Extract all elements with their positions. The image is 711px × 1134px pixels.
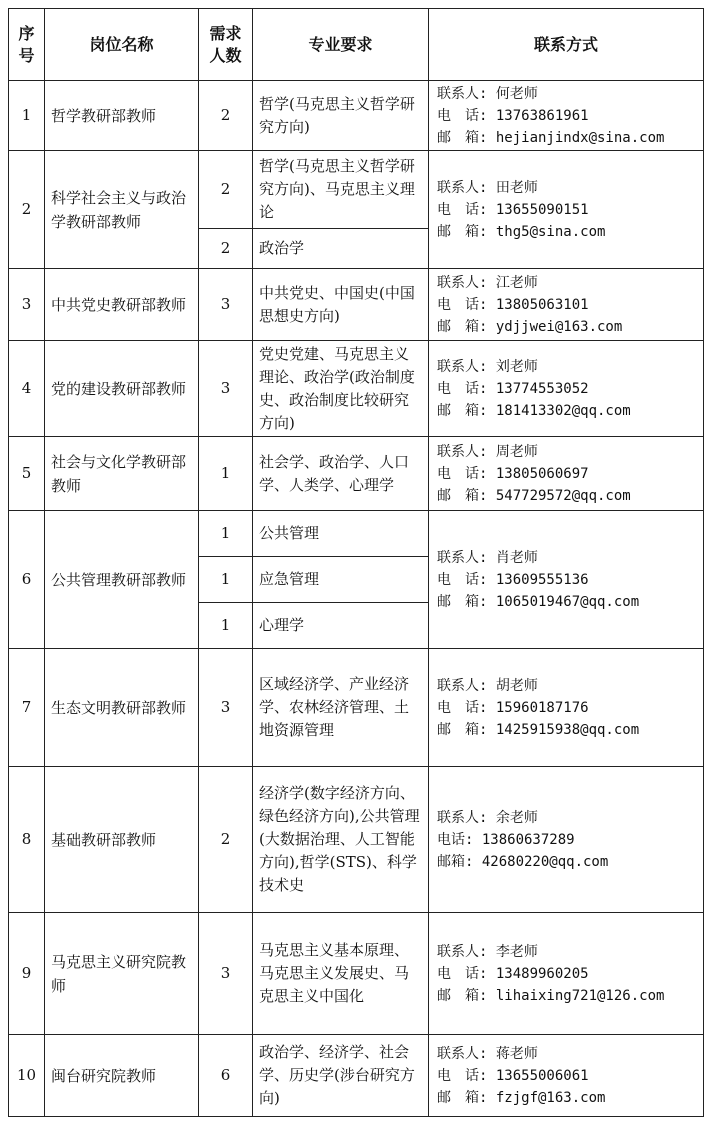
required-count: 1 bbox=[199, 511, 253, 557]
contact-phone: 电 话: 13805060697 bbox=[437, 465, 589, 482]
major-requirement: 心理学 bbox=[253, 603, 429, 649]
required-count: 2 bbox=[199, 151, 253, 229]
position-name: 科学社会主义与政治学教研部教师 bbox=[45, 151, 199, 269]
position-name: 公共管理教研部教师 bbox=[45, 511, 199, 649]
contact-person: 联系人: 何老师 bbox=[437, 85, 538, 102]
table-row bbox=[9, 269, 704, 341]
header-row bbox=[9, 9, 704, 81]
table-row bbox=[9, 649, 704, 767]
required-count: 2 bbox=[199, 81, 253, 151]
row-number: 1 bbox=[9, 81, 45, 151]
table-row bbox=[9, 913, 704, 1035]
header-major: 专业要求 bbox=[253, 9, 429, 81]
contact-info bbox=[429, 511, 704, 649]
contact-info bbox=[429, 341, 704, 437]
contact-person: 联系人: 周老师 bbox=[437, 443, 538, 460]
row-number: 2 bbox=[9, 151, 45, 269]
position-name: 马克思主义研究院教师 bbox=[45, 913, 199, 1035]
row-number: 10 bbox=[9, 1035, 45, 1117]
position-name: 闽台研究院教师 bbox=[45, 1035, 199, 1117]
row-number: 3 bbox=[9, 269, 45, 341]
required-count: 2 bbox=[199, 229, 253, 269]
table-row bbox=[9, 437, 704, 511]
contact-person: 联系人: 田老师 bbox=[437, 179, 538, 196]
header-count: 需求人数 bbox=[199, 9, 253, 81]
contact-info bbox=[429, 437, 704, 511]
header-contact: 联系方式 bbox=[429, 9, 704, 81]
required-count: 1 bbox=[199, 603, 253, 649]
contact-email[interactable]: 邮 箱: 547729572@qq.com bbox=[437, 487, 631, 504]
position-name: 哲学教研部教师 bbox=[45, 81, 199, 151]
contact-person: 联系人: 肖老师 bbox=[437, 549, 538, 566]
required-count: 3 bbox=[199, 913, 253, 1035]
contact-person: 联系人: 胡老师 bbox=[437, 677, 538, 694]
table-row bbox=[9, 341, 704, 437]
row-number: 6 bbox=[9, 511, 45, 649]
table-row bbox=[9, 1035, 704, 1117]
contact-info bbox=[429, 1035, 704, 1117]
contact-phone: 电话: 13860637289 bbox=[437, 831, 575, 848]
row-number: 4 bbox=[9, 341, 45, 437]
contact-phone: 电 话: 13655006061 bbox=[437, 1067, 589, 1084]
required-count: 3 bbox=[199, 341, 253, 437]
contact-info bbox=[429, 649, 704, 767]
contact-email[interactable]: 邮 箱: fzjgf@163.com bbox=[437, 1089, 606, 1106]
contact-email[interactable]: 邮 箱: hejianjindx@sina.com bbox=[437, 129, 665, 146]
major-requirement: 应急管理 bbox=[253, 557, 429, 603]
major-requirement: 中共党史、中国史(中国思想史方向) bbox=[253, 269, 429, 341]
required-count: 3 bbox=[199, 269, 253, 341]
contact-info bbox=[429, 913, 704, 1035]
major-requirement: 哲学(马克思主义哲学研究方向)、马克思主义理论 bbox=[253, 151, 429, 229]
position-name: 党的建设教研部教师 bbox=[45, 341, 199, 437]
major-requirement: 党史党建、马克思主义理论、政治学(政治制度史、政治制度比较研究方向) bbox=[253, 341, 429, 437]
row-number: 9 bbox=[9, 913, 45, 1035]
contact-email[interactable]: 邮 箱: 1425915938@qq.com bbox=[437, 721, 640, 738]
major-requirement: 区域经济学、产业经济学、农林经济管理、土地资源管理 bbox=[253, 649, 429, 767]
contact-email[interactable]: 邮 箱: 1065019467@qq.com bbox=[437, 593, 640, 610]
contact-person: 联系人: 蒋老师 bbox=[437, 1045, 538, 1062]
required-count: 6 bbox=[199, 1035, 253, 1117]
position-name: 生态文明教研部教师 bbox=[45, 649, 199, 767]
contact-phone: 电 话: 13489960205 bbox=[437, 965, 589, 982]
contact-person: 联系人: 江老师 bbox=[437, 274, 538, 291]
table-body bbox=[9, 81, 704, 1117]
contact-phone: 电 话: 13763861961 bbox=[437, 107, 589, 124]
major-requirement: 马克思主义基本原理、马克思主义发展史、马克思主义中国化 bbox=[253, 913, 429, 1035]
contact-info bbox=[429, 269, 704, 341]
table-row bbox=[9, 151, 704, 229]
position-name: 社会与文化学教研部教师 bbox=[45, 437, 199, 511]
major-requirement: 政治学、经济学、社会学、历史学(涉台研究方向) bbox=[253, 1035, 429, 1117]
position-name: 基础教研部教师 bbox=[45, 767, 199, 913]
position-name: 中共党史教研部教师 bbox=[45, 269, 199, 341]
major-requirement: 公共管理 bbox=[253, 511, 429, 557]
contact-info bbox=[429, 151, 704, 269]
contact-phone: 电 话: 13609555136 bbox=[437, 571, 589, 588]
major-requirement: 社会学、政治学、人口学、人类学、心理学 bbox=[253, 437, 429, 511]
header-position: 岗位名称 bbox=[45, 9, 199, 81]
required-count: 3 bbox=[199, 649, 253, 767]
contact-info bbox=[429, 767, 704, 913]
row-number: 5 bbox=[9, 437, 45, 511]
major-requirement: 经济学(数字经济方向、绿色经济方向),公共管理(大数据治理、人工智能方向),哲学(STS)、科学技术史 bbox=[253, 767, 429, 913]
contact-email[interactable]: 邮箱: 42680220@qq.com bbox=[437, 853, 609, 870]
row-number: 7 bbox=[9, 649, 45, 767]
contact-email[interactable]: 邮 箱: ydjjwei@163.com bbox=[437, 318, 623, 335]
major-requirement: 政治学 bbox=[253, 229, 429, 269]
contact-phone: 电 话: 15960187176 bbox=[437, 699, 589, 716]
required-count: 1 bbox=[199, 557, 253, 603]
contact-person: 联系人: 李老师 bbox=[437, 943, 538, 960]
contact-person: 联系人: 刘老师 bbox=[437, 358, 538, 375]
required-count: 1 bbox=[199, 437, 253, 511]
contact-phone: 电 话: 13655090151 bbox=[437, 201, 589, 218]
header-no: 序号 bbox=[9, 9, 45, 81]
table-row bbox=[9, 81, 704, 151]
contact-phone: 电 话: 13805063101 bbox=[437, 296, 589, 313]
contact-info bbox=[429, 81, 704, 151]
recruitment-table bbox=[8, 8, 704, 1117]
row-number: 8 bbox=[9, 767, 45, 913]
major-requirement: 哲学(马克思主义哲学研究方向) bbox=[253, 81, 429, 151]
contact-email[interactable]: 邮 箱: thg5@sina.com bbox=[437, 223, 606, 240]
contact-person: 联系人: 余老师 bbox=[437, 809, 538, 826]
contact-phone: 电 话: 13774553052 bbox=[437, 380, 589, 397]
table-row bbox=[9, 511, 704, 557]
contact-email[interactable]: 邮 箱: lihaixing721@126.com bbox=[437, 987, 665, 1004]
table-row bbox=[9, 767, 704, 913]
required-count: 2 bbox=[199, 767, 253, 913]
contact-email[interactable]: 邮 箱: 181413302@qq.com bbox=[437, 402, 631, 419]
